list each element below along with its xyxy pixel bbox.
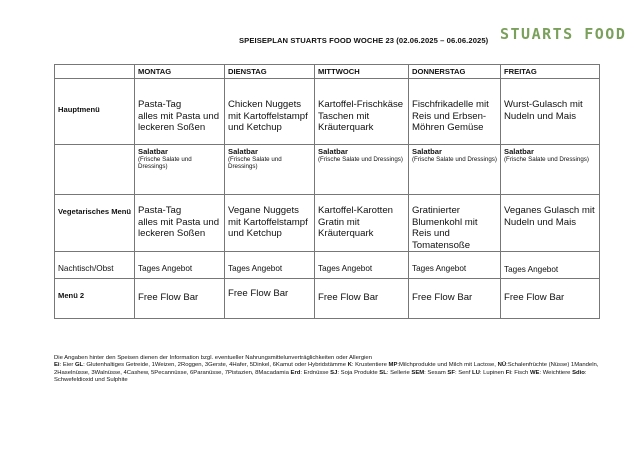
salatbar-subtitle: (Frische Salate und Dressings) bbox=[318, 156, 403, 163]
dish: Pasta-Tag alles mit Pasta und leckeren Soßen bbox=[138, 205, 220, 239]
page-title: SPEISEPLAN STUARTS FOOD WOCHE 23 (02.06.2025 – 06.06.2025) bbox=[239, 36, 489, 45]
day-header: MITTWOCH bbox=[315, 65, 409, 79]
dessert-item: Tages Angebot bbox=[504, 265, 559, 274]
table-row-hauptmenu bbox=[55, 79, 600, 145]
allergen-code: K bbox=[347, 362, 352, 369]
allergen-footnote bbox=[54, 355, 599, 384]
menu-table bbox=[54, 64, 600, 319]
allergen-code: MP bbox=[388, 362, 398, 369]
dessert-item: Tages Angebot bbox=[318, 264, 373, 273]
allergen-code: Sdio bbox=[572, 369, 585, 376]
dish: Chicken Nuggets mit Kartoffelstampf und Ketchup bbox=[228, 99, 308, 133]
dessert-item: Tages Angebot bbox=[412, 264, 467, 273]
menu2-item: Free Flow Bar bbox=[318, 292, 379, 303]
allergen-text: : Soja Produkte bbox=[337, 369, 380, 376]
dessert-item: Tages Angebot bbox=[228, 264, 283, 273]
allergen-code: LU bbox=[471, 369, 480, 376]
dish: Wurst-Gulasch mit Nudeln und Mais bbox=[504, 99, 583, 122]
dish: Pasta-Tag alles mit Pasta und leckeren Soßen bbox=[138, 99, 220, 133]
dish: Kartoffel-Frischkäse Taschen mit Kräuterquark bbox=[318, 99, 404, 133]
salatbar-title: Salatbar bbox=[412, 147, 442, 156]
allergen-text: : Lupinen bbox=[479, 369, 506, 376]
menu2-item: Free Flow Bar bbox=[138, 292, 199, 303]
allergen-code: Fi bbox=[505, 369, 511, 376]
allergen-text: : Fisch bbox=[510, 369, 530, 376]
row-label: Hauptmenü bbox=[58, 105, 100, 114]
header-corner bbox=[55, 65, 135, 79]
allergen-text: :Schalenfrüchte (Nüsse) 1Mandeln, 2Haselnüsse, 3Walnüsse, 4Cashew, 5Pecannüsse, 6Paranüsse, 7Pistazien, 8Macadamia bbox=[54, 362, 599, 376]
salatbar-subtitle: (Frische Salate und Dressings) bbox=[138, 156, 192, 171]
row-label: Vegetarisches Menü bbox=[58, 207, 132, 216]
allergen-text: : Weichtiere bbox=[539, 369, 573, 376]
allergen-text: : Erdnüsse bbox=[300, 369, 331, 376]
allergen-text: : Sesam bbox=[424, 369, 448, 376]
footnote-intro: Die Angaben hinter den Speisen dienen der Information bzgl. eventueller Nahrungsmittelunverträglichkeiten oder Allergien bbox=[54, 355, 372, 361]
salatbar-subtitle: (Frische Salate und Dressings) bbox=[412, 156, 497, 163]
salatbar-title: Salatbar bbox=[228, 147, 258, 156]
day-header: DIENSTAG bbox=[225, 65, 315, 79]
allergen-text: : Krustentiere bbox=[351, 362, 389, 369]
allergen-code: GL bbox=[74, 362, 84, 369]
logo: STUARTS FOOD bbox=[500, 25, 627, 43]
dish: Veganes Gulasch mit Nudeln und Mais bbox=[504, 205, 595, 228]
allergen-text: : Sellerie bbox=[386, 369, 412, 376]
salatbar-subtitle: (Frische Salate und Dressings) bbox=[228, 156, 282, 171]
allergen-code: NÜ bbox=[497, 362, 507, 369]
day-header: MONTAG bbox=[135, 65, 225, 79]
empty-cell bbox=[55, 145, 135, 195]
day-header: DONNERSTAG bbox=[409, 65, 501, 79]
menu2-item: Free Flow Bar bbox=[412, 292, 473, 303]
table-header-row bbox=[55, 65, 600, 79]
allergen-code: WE bbox=[529, 369, 540, 376]
table-row-menu2 bbox=[55, 279, 600, 319]
allergen-code: SJ bbox=[330, 369, 338, 376]
allergen-code: SEM bbox=[411, 369, 425, 376]
day-header: FREITAG bbox=[501, 65, 600, 79]
row-label: Nachtisch/Obst bbox=[58, 264, 114, 273]
salatbar-title: Salatbar bbox=[138, 147, 168, 156]
dish: Gratinierter Blumenkohl mit Reis und Tomatensoße bbox=[412, 205, 478, 251]
table-row-salatbar bbox=[55, 145, 600, 195]
allergen-code: SF bbox=[447, 369, 455, 376]
allergen-code: Ei bbox=[54, 362, 60, 369]
allergen-text: : Schwefeldioxid und Sulphite bbox=[54, 369, 587, 383]
table-row-vegetarisch bbox=[55, 195, 600, 252]
allergen-text: : Senf bbox=[454, 369, 472, 376]
salatbar-subtitle: (Frische Salate und Dressings) bbox=[504, 156, 589, 163]
dish: Fischfrikadelle mit Reis und Erbsen-Möhren Gemüse bbox=[412, 99, 489, 133]
allergen-text: : Glutenhaltiges Getreide, 1Weizen, 2Roggen, 3Gerste, 4Hafer, 5Dinkel, 6Kamut oder Hybridstämme bbox=[83, 362, 348, 369]
allergen-text: : Eier bbox=[59, 362, 75, 369]
dessert-item: Tages Angebot bbox=[138, 264, 193, 273]
salatbar-title: Salatbar bbox=[504, 147, 534, 156]
allergen-list bbox=[54, 362, 599, 384]
dish: Kartoffel-Karotten Gratin mit Kräuterquark bbox=[318, 205, 394, 239]
row-label: Menü 2 bbox=[58, 291, 85, 300]
table-row-nachtisch bbox=[55, 252, 600, 279]
allergen-text: :Milchprodukte und Milch mit Lactose, bbox=[397, 362, 498, 369]
dish: Vegane Nuggets mit Kartoffelstampf und Ketchup bbox=[228, 205, 308, 239]
allergen-code: Erd bbox=[290, 369, 301, 376]
menu2-item: Free Flow Bar bbox=[504, 292, 565, 303]
salatbar-title: Salatbar bbox=[318, 147, 348, 156]
menu2-item: Free Flow Bar bbox=[228, 288, 289, 299]
allergen-code: SL bbox=[379, 369, 387, 376]
